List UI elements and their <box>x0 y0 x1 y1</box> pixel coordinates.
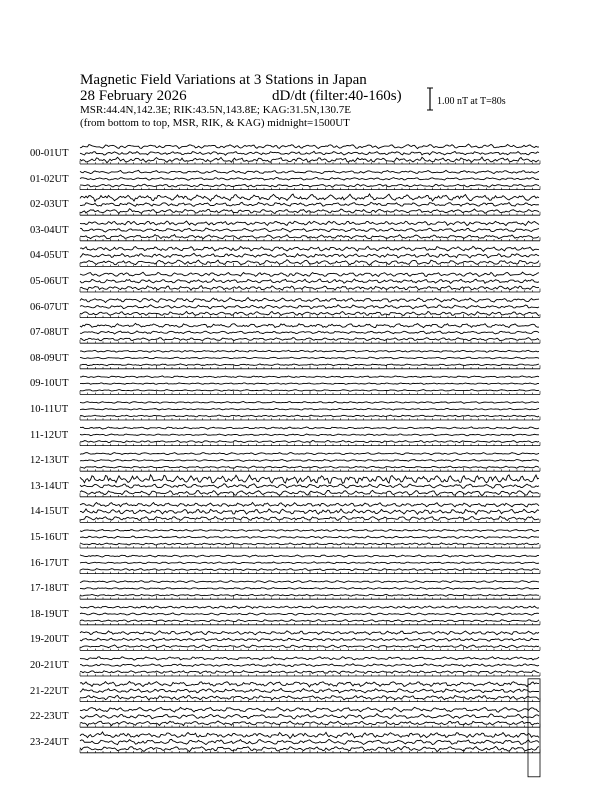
station-trace <box>80 543 539 545</box>
hour-row <box>80 144 540 164</box>
station-trace <box>80 460 539 462</box>
station-trace <box>80 311 539 315</box>
hour-label: 06-07UT <box>30 301 69 313</box>
hour-row <box>80 221 540 241</box>
station-trace <box>80 681 539 687</box>
station-trace <box>80 323 539 327</box>
hour-label: 07-08UT <box>30 327 69 339</box>
hour-row <box>80 606 540 625</box>
hour-row <box>80 246 540 266</box>
station-trace <box>80 562 539 564</box>
station-trace <box>80 177 539 180</box>
station-trace <box>80 695 539 699</box>
hour-label: 14-15UT <box>30 506 69 518</box>
station-trace <box>80 151 539 155</box>
scale-label: 1.00 nT at T=80s <box>437 96 506 107</box>
hour-label: 04-05UT <box>30 250 69 262</box>
hour-label: 23-24UT <box>30 736 69 748</box>
station-trace <box>80 466 539 468</box>
station-trace <box>80 390 539 392</box>
station-trace <box>80 453 539 455</box>
station-trace <box>80 664 539 667</box>
station-trace <box>80 587 539 589</box>
station-trace <box>80 298 539 303</box>
station-trace <box>80 529 539 531</box>
station-trace <box>80 503 539 507</box>
hour-label: 22-23UT <box>30 711 69 723</box>
station-trace <box>80 490 539 495</box>
station-trace <box>80 581 539 583</box>
station-trace <box>80 657 539 660</box>
spike-box <box>528 679 540 777</box>
hour-label: 05-06UT <box>30 276 69 287</box>
hour-label: 21-22UT <box>30 685 69 697</box>
station-trace <box>80 475 539 484</box>
station-trace <box>80 246 539 251</box>
hour-row <box>80 475 540 497</box>
hour-row <box>80 272 540 292</box>
station-trace <box>80 157 539 163</box>
hour-row <box>80 401 540 420</box>
station-trace <box>80 260 539 266</box>
hour-row <box>80 681 540 701</box>
station-trace <box>80 645 539 648</box>
station-trace <box>80 170 539 173</box>
station-trace <box>80 401 539 403</box>
hour-row <box>80 631 540 651</box>
chart-date: 28 February 2026 <box>80 88 187 104</box>
station-trace <box>80 707 539 712</box>
station-trace <box>80 638 539 641</box>
hour-label: 00-01UT <box>30 148 69 159</box>
hour-row <box>80 323 540 343</box>
station-trace <box>80 732 539 738</box>
hour-row <box>80 503 540 523</box>
hour-row <box>80 581 540 600</box>
station-trace <box>80 739 539 744</box>
station-trace <box>80 484 539 489</box>
hour-label: 13-14UT <box>30 480 69 492</box>
hour-row <box>80 732 540 753</box>
station-trace <box>80 569 539 571</box>
hour-row <box>80 555 540 574</box>
hour-row <box>80 529 540 548</box>
hour-label: 08-09UT <box>30 352 69 364</box>
station-trace <box>80 746 539 751</box>
hour-row <box>80 298 540 318</box>
station-trace <box>80 606 539 608</box>
station-trace <box>80 714 539 719</box>
station-trace <box>80 350 539 352</box>
hour-row <box>80 350 540 369</box>
hour-label: 19-20UT <box>30 634 69 646</box>
station-trace <box>80 415 539 417</box>
station-trace <box>80 338 539 341</box>
hour-label: 09-10UT <box>30 378 69 390</box>
station-trace <box>80 228 539 232</box>
hour-label: 01-02UT <box>30 173 69 185</box>
chart-mode: dD/dt (filter:40-160s) <box>272 88 402 104</box>
chart-title: Magnetic Field Variations at 3 Stations in Japan <box>80 72 367 88</box>
station-trace <box>80 516 539 520</box>
station-trace <box>80 286 539 291</box>
station-trace <box>80 221 539 226</box>
station-trace <box>80 631 539 635</box>
station-trace <box>80 594 539 596</box>
station-trace <box>80 272 539 276</box>
station-trace <box>80 364 539 366</box>
station-trace <box>80 202 539 206</box>
station-trace <box>80 721 539 726</box>
hour-label: 12-13UT <box>30 455 69 467</box>
station-trace <box>80 536 539 538</box>
station-trace <box>80 688 539 692</box>
station-trace <box>80 620 539 622</box>
hour-label: 16-17UT <box>30 557 69 569</box>
station-trace <box>80 331 539 334</box>
hour-label: 18-19UT <box>30 608 69 620</box>
station-trace <box>80 194 539 201</box>
hour-row <box>80 707 540 727</box>
hour-row <box>80 194 540 215</box>
station-trace <box>80 671 539 674</box>
hour-label: 03-04UT <box>30 224 69 236</box>
station-trace <box>80 235 539 239</box>
station-trace <box>80 253 539 258</box>
station-trace <box>80 441 539 443</box>
hour-row <box>80 170 540 189</box>
station-trace <box>80 209 539 214</box>
station-trace <box>80 279 539 283</box>
station-trace <box>80 408 539 410</box>
station-trace <box>80 357 539 359</box>
station-trace <box>80 184 539 187</box>
scale-bar <box>427 88 433 110</box>
station-trace <box>80 509 539 514</box>
station-trace <box>80 383 539 385</box>
station-trace <box>80 555 539 557</box>
hour-row <box>80 453 540 472</box>
hour-label: 20-21UT <box>30 660 69 671</box>
hour-label: 02-03UT <box>30 199 69 211</box>
station-trace <box>80 376 539 378</box>
station-trace <box>80 305 539 309</box>
hour-row <box>80 657 540 676</box>
hour-label: 17-18UT <box>30 583 69 595</box>
hour-label: 10-11UT <box>30 404 69 415</box>
hour-row <box>80 376 540 394</box>
hour-row <box>80 427 540 446</box>
station-trace <box>80 434 539 436</box>
station-trace <box>80 144 539 149</box>
station-trace <box>80 427 539 429</box>
hour-label: 15-16UT <box>30 532 69 543</box>
station-trace <box>80 613 539 615</box>
station-order-note: (from bottom to top, MSR, RIK, & KAG) midnight=1500UT <box>80 117 350 129</box>
hour-label: 11-12UT <box>30 429 69 441</box>
station-coordinates: MSR:44.4N,142.3E; RIK:43.5N,143.8E; KAG:31.5N,130.7E <box>80 104 352 116</box>
